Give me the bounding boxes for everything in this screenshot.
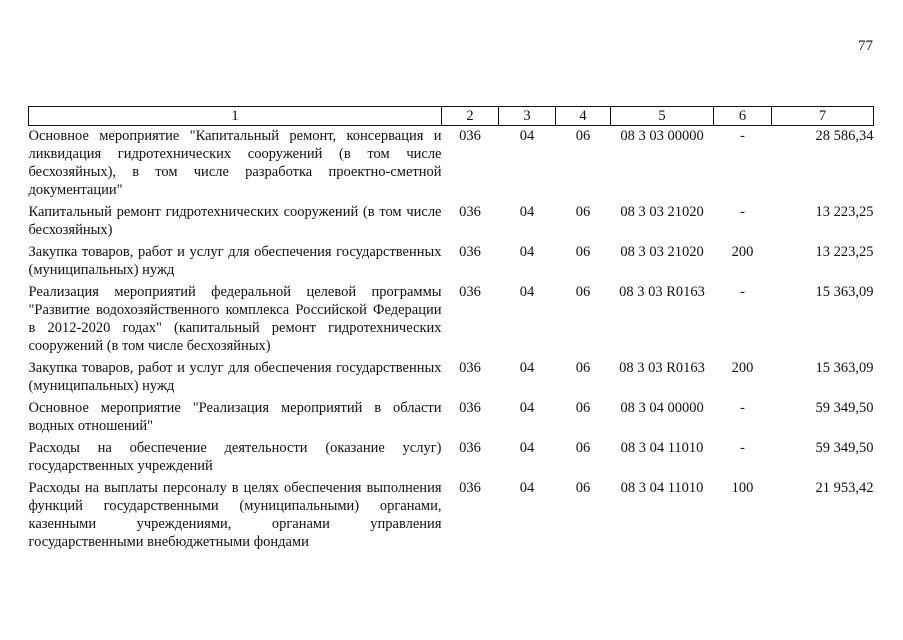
row-section-code: 04 xyxy=(519,400,535,416)
row-amount: 59 349,50 xyxy=(815,440,874,456)
row-name: Расходы на обеспечение деятельности (оказание услуг) государственных учреждений xyxy=(28,440,442,474)
row-name: Основное мероприятие "Реализация мероприятий в области водных отношений" xyxy=(28,400,442,434)
row-expense-type: - xyxy=(740,284,745,300)
row-target-code: 08 3 04 11010 xyxy=(620,480,704,496)
row-subsection-code: 06 xyxy=(575,400,591,416)
row-subsection-code: 06 xyxy=(575,128,591,144)
row-name: Расходы на выплаты персоналу в целях обеспечения выполнения функций государственными (муниципальными) органами, казенными учреждениями, органами управления государственными внебюджетными фондами xyxy=(28,480,442,550)
row-subsection-code: 06 xyxy=(575,440,591,456)
header-col-6: 6 xyxy=(714,107,772,126)
page-number: 77 xyxy=(858,38,873,54)
row-target-code: 08 3 03 R0163 xyxy=(619,284,705,300)
row-name: Основное мероприятие "Капитальный ремонт, консервация и ликвидация гидротехнических сооружений (в том числе бесхозяйных), в том числе разработка проектно-сметной документации" xyxy=(28,128,442,198)
row-subsection-code: 06 xyxy=(575,244,591,260)
row-expense-type: 100 xyxy=(731,480,754,496)
table-row xyxy=(29,282,874,358)
row-ministry-code: 036 xyxy=(459,480,481,496)
header-col-4: 4 xyxy=(556,107,611,126)
row-subsection-code: 06 xyxy=(575,284,591,300)
table-row xyxy=(29,358,874,398)
row-ministry-code: 036 xyxy=(459,244,481,260)
row-ministry-code: 036 xyxy=(459,400,481,416)
row-subsection-code: 06 xyxy=(575,360,591,376)
row-name: Капитальный ремонт гидротехнических сооружений (в том числе бесхозяйных) xyxy=(28,204,442,238)
row-section-code: 04 xyxy=(519,244,535,260)
row-section-code: 04 xyxy=(519,440,535,456)
table-row xyxy=(29,242,874,282)
row-target-code: 08 3 03 R0163 xyxy=(619,360,705,376)
row-section-code: 04 xyxy=(519,480,535,496)
row-amount: 15 363,09 xyxy=(815,284,874,300)
row-target-code: 08 3 03 00000 xyxy=(620,128,704,144)
row-section-code: 04 xyxy=(519,204,535,220)
row-target-code: 08 3 03 21020 xyxy=(620,204,704,220)
row-amount: 28 586,34 xyxy=(815,128,874,144)
row-name: Реализация мероприятий федеральной целевой программы "Развитие водохозяйственного комплекса Российской Федерации в 2012-2020 годах" (капитальный ремонт гидротехнических сооружений (в том числе бесхозяйных) xyxy=(28,284,442,354)
row-target-code: 08 3 04 11010 xyxy=(620,440,704,456)
table-row xyxy=(29,478,874,552)
row-ministry-code: 036 xyxy=(459,204,481,220)
row-expense-type: - xyxy=(740,440,745,456)
table-row xyxy=(29,202,874,242)
row-expense-type: 200 xyxy=(731,360,754,376)
table-row xyxy=(29,126,874,203)
row-target-code: 08 3 04 00000 xyxy=(620,400,704,416)
row-section-code: 04 xyxy=(519,284,535,300)
row-amount: 59 349,50 xyxy=(815,400,874,416)
row-name: Закупка товаров, работ и услуг для обеспечения государственных (муниципальных) нужд xyxy=(28,244,442,278)
row-ministry-code: 036 xyxy=(459,440,481,456)
row-target-code: 08 3 03 21020 xyxy=(620,244,704,260)
header-col-1: 1 xyxy=(29,107,442,126)
row-section-code: 04 xyxy=(519,360,535,376)
row-section-code: 04 xyxy=(519,128,535,144)
table-row xyxy=(29,438,874,478)
row-amount: 13 223,25 xyxy=(815,244,874,260)
row-name: Закупка товаров, работ и услуг для обеспечения государственных (муниципальных) нужд xyxy=(28,360,442,394)
header-col-3: 3 xyxy=(499,107,556,126)
budget-table xyxy=(28,106,874,552)
row-ministry-code: 036 xyxy=(459,360,481,376)
row-expense-type: - xyxy=(740,128,745,144)
row-expense-type: - xyxy=(740,204,745,220)
row-amount: 15 363,09 xyxy=(815,360,874,376)
header-row xyxy=(29,107,874,126)
row-ministry-code: 036 xyxy=(459,128,481,144)
row-ministry-code: 036 xyxy=(459,284,481,300)
row-amount: 21 953,42 xyxy=(815,480,874,496)
table-row xyxy=(29,398,874,438)
row-expense-type: 200 xyxy=(731,244,754,260)
row-subsection-code: 06 xyxy=(575,480,591,496)
row-subsection-code: 06 xyxy=(575,204,591,220)
row-expense-type: - xyxy=(740,400,745,416)
header-col-2: 2 xyxy=(442,107,499,126)
header-col-5: 5 xyxy=(611,107,714,126)
header-col-7: 7 xyxy=(772,107,874,126)
row-amount: 13 223,25 xyxy=(815,204,874,220)
